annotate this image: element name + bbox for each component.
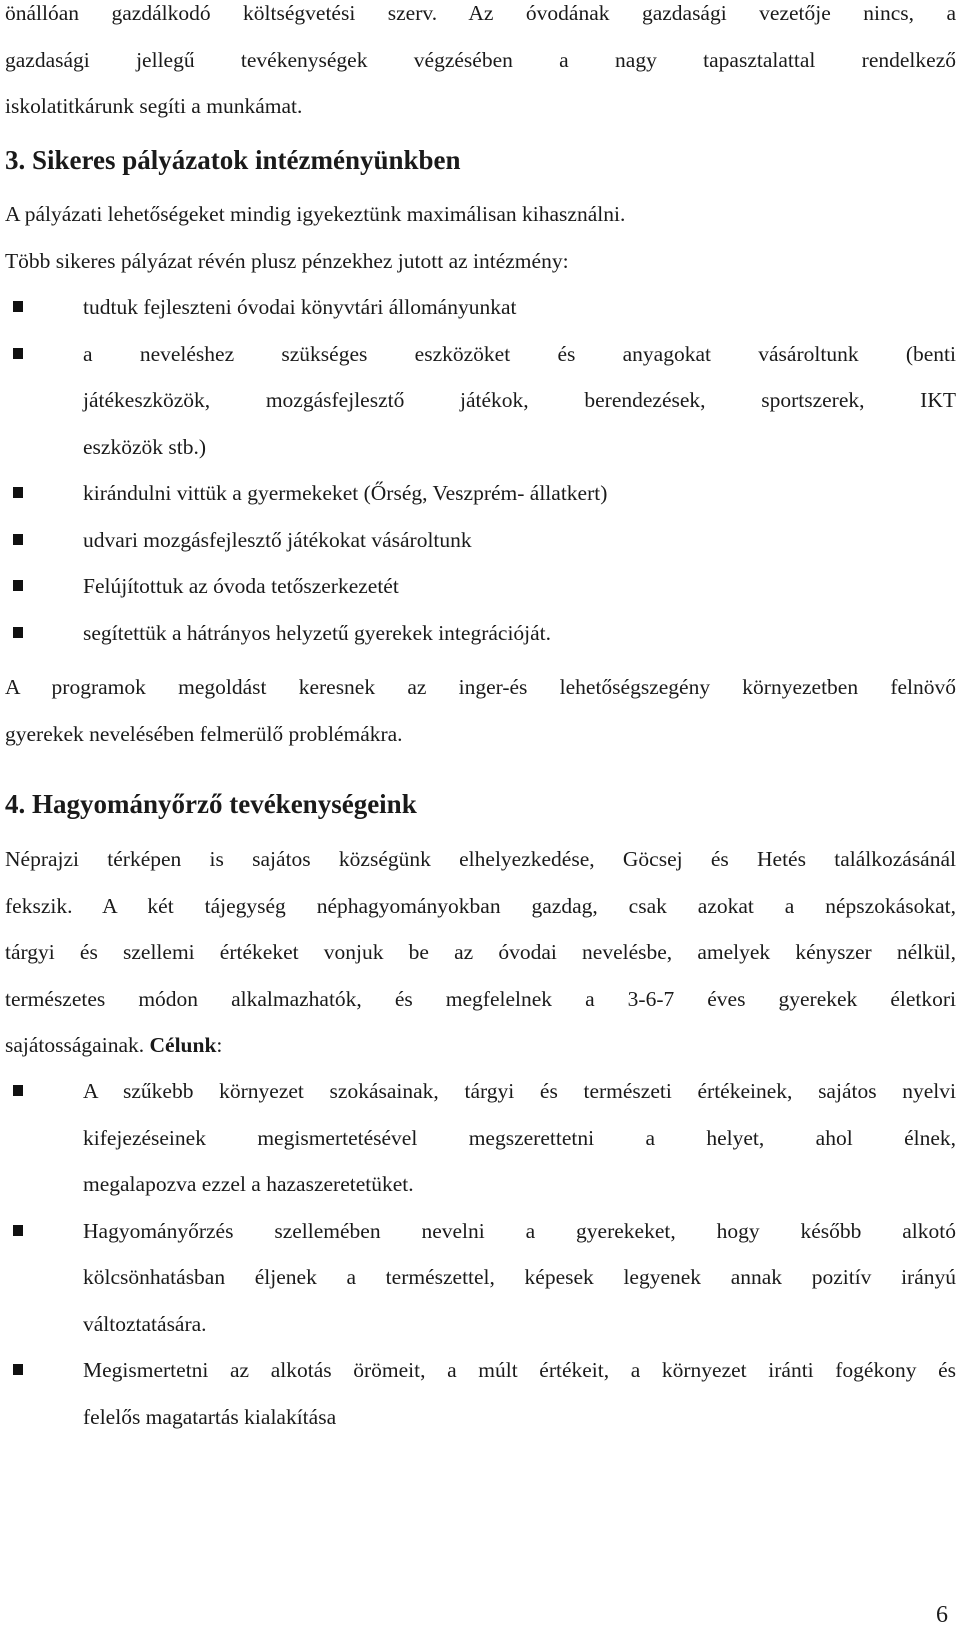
section-4-paragraph [5,836,956,1069]
list-item-line: A szűkebb környezet szokásainak, tárgyi és természeti értékeinek, sajátos nyelvi [83,1079,956,1103]
list-item-line: segítettük a hátrányos helyzetű gyerekek integrációját. [83,620,552,645]
square-bullet-icon [13,580,23,591]
list-item-line: kölcsönhatásban éljenek a természettel, képesek legyenek annak pozitív irányú [83,1265,956,1289]
list-item-line: a neveléshez szükséges eszközöket és anyagokat vásároltunk (benti [83,341,956,366]
section-3-bullet-list [5,284,956,656]
paragraph-line: iskolatitkárunk segíti a munkámat. [5,94,303,118]
list-item [5,517,956,564]
paragraph-line: Több sikeres pályázat révén plusz pénzekhez jutott az intézmény: [5,248,569,273]
paragraph-line: tárgyi és szellemi értékeket vonjuk be az óvodai nevelésbe, amelyek kényszer nélkül, [5,940,956,964]
list-item [5,1208,956,1348]
goal-colon: : [216,1033,223,1057]
square-bullet-icon [13,348,23,359]
list-item [5,284,956,331]
intro-paragraph [5,0,956,130]
list-item-line: Hagyományőrzés szellemében nevelni a gyerekeket, hogy később alkotó [83,1218,956,1243]
square-bullet-icon [13,487,23,498]
square-bullet-icon [13,1085,23,1096]
square-bullet-icon [13,301,23,312]
section-3-heading: 3. Sikeres pályázatok intézményünkben [5,145,461,175]
page-number: 6 [936,1602,948,1628]
list-item [5,1068,956,1208]
list-item-line: udvari mozgásfejlesztő játékokat vásároltunk [83,527,472,552]
list-item-line: játékeszközök, mozgásfejlesztő játékok, berendezések, sportszerek, IKT [83,388,956,412]
list-item-line: változtatására. [83,1311,207,1336]
square-bullet-icon [13,1364,23,1375]
list-item [5,470,956,517]
paragraph-line [5,1022,956,1069]
square-bullet-icon [13,1225,23,1236]
paragraph-line: természetes módon alkalmazhatók, és megfelelnek a 3-6-7 éves gyerekek életkori [5,986,956,1011]
goal-label: Célunk [149,1033,217,1057]
section-3-intro [5,191,956,284]
list-item-line: kirándulni vittük a gyermekeket (Őrség, Veszprém- állatkert) [83,481,608,505]
list-item [5,331,956,471]
paragraph-line: önállóan gazdálkodó költségvetési szerv. Az óvodának gazdasági vezetője nincs, a [5,1,956,25]
document-page [5,0,956,1648]
list-item-line: tudtuk fejleszteni óvodai könyvtári állományunkat [83,295,517,319]
list-item [5,1347,956,1440]
section-3-closing [5,664,956,757]
paragraph-line: fekszik. A két tájegység néphagyományokban gazdag, csak azokat a népszokásokat, [5,893,956,918]
paragraph-text: sajátosságainak. [5,1033,150,1057]
list-item-line: megalapozva ezzel a hazaszeretetüket. [83,1172,414,1196]
list-item-line: kifejezéseinek megismertetésével megszerettetni a helyet, ahol élnek, [83,1125,956,1150]
list-item-line: Megismertetni az alkotás örömeit, a múlt értékeit, a környezet iránti fogékony és [83,1358,956,1382]
paragraph-line: Néprajzi térképen is sajátos községünk elhelyezkedése, Göcsej és Hetés találkozásánál [5,847,956,871]
section-4-bullet-list [5,1068,956,1440]
list-item-line: Felújítottuk az óvoda tetőszerkezetét [83,574,399,598]
square-bullet-icon [13,534,23,545]
paragraph-line: gazdasági jellegű tevékenységek végzésében a nagy tapasztalattal rendelkező [5,47,956,72]
square-bullet-icon [13,627,23,638]
paragraph-line: gyerekek nevelésében felmerülő problémákra. [5,721,403,746]
list-item [5,610,956,657]
paragraph-line: A programok megoldást keresnek az inger-és lehetőségszegény környezetben felnövő [5,675,956,699]
list-item-line: eszközök stb.) [83,434,206,459]
list-item [5,563,956,610]
paragraph-line: A pályázati lehetőségeket mindig igyekeztünk maximálisan kihasználni. [5,202,626,226]
section-4-heading: 4. Hagyományőrző tevékenységeink [5,789,417,819]
list-item-line: felelős magatartás kialakítása [83,1404,337,1429]
